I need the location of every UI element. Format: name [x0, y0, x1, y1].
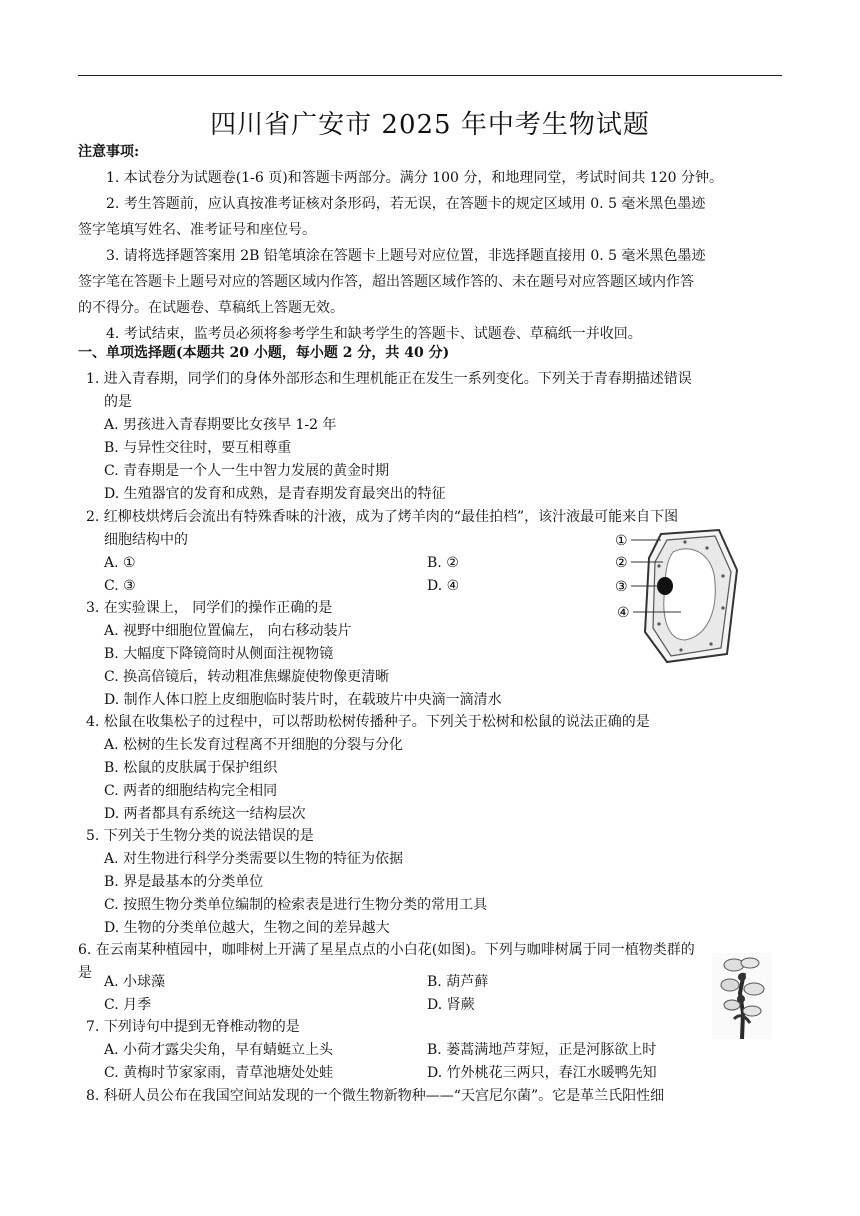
option-b: B. 界是最基本的分类单位: [104, 874, 264, 890]
question-stem: 3. 在实验课上， 同学们的操作正确的是: [86, 600, 333, 616]
question-stem: 1. 进入青春期，同学们的身体外部形态和生理机能正在发生一系列变化。下列关于青春期描述错误: [86, 371, 692, 387]
page-title: 四川省广安市 2025 年中考生物试题: [210, 110, 650, 140]
option-d: D. 两者都具有系统这一结构层次: [104, 806, 306, 822]
option-c: C. 按照生物分类单位编制的检索表是进行生物分类的常用工具: [104, 897, 488, 913]
option-a: A. ①: [104, 555, 136, 571]
question-7-stem: 7. 下列诗句中提到无脊椎动物的是: [86, 1019, 300, 1035]
option-a: A. 小荷才露尖尖角，早有蜻蜓立上头: [104, 1042, 334, 1058]
option-b: B. 蒌蒿满地芦芽短，正是河豚欲上时: [427, 1042, 657, 1058]
notice-line: 签字笔在答题卡上题号对应的答题区域内作答，超出答题区域作答的、未在题号对应答题区域内作答: [78, 274, 694, 290]
option-b: B. 与异性交往时，要互相尊重: [104, 440, 292, 456]
option-c: C. ③: [104, 578, 136, 594]
option-c: C. 换高倍镜后，转动粗准焦螺旋使物像更清晰: [104, 669, 390, 685]
option-c: C. 月季: [104, 997, 152, 1013]
figure-label-3: ③: [615, 579, 628, 595]
option-a: A. 对生物进行科学分类需要以生物的特征为依据: [104, 851, 404, 867]
option-a: A. 小球藻: [104, 974, 166, 990]
option-d: D. 竹外桃花三两只，春江水暖鸭先知: [427, 1065, 657, 1081]
notice-line: 4. 考试结束，监考员必须将参考学生和缺考学生的答题卡、试题卷、草稿纸一并收回。: [106, 326, 642, 342]
option-d: D. 生物的分类单位越大，生物之间的差异越大: [104, 920, 390, 936]
notice-line: 1. 本试卷分为试题卷(1-6 页)和答题卡两部分。满分 100 分，和地理同堂，考试时间共 120 分钟。: [106, 170, 723, 186]
question-8-stem: 8. 科研人员公布在我国空间站发现的一个微生物新物种——“天宫尼尔菌”。它是革兰氏阳性细: [86, 1088, 665, 1104]
notice-heading: 注意事项:: [78, 144, 140, 160]
notice-line: 3. 请将选择题答案用 2B 铅笔填涂在答题卡上题号对应位置，非选择题直接用 0. 5 毫米黑色墨迹: [106, 248, 706, 264]
notice-line: 签字笔填写姓名、准考证号和座位号。: [78, 222, 316, 238]
question-4: [86, 711, 794, 826]
section-heading: 一、单项选择题(本题共 20 小题，每小题 2 分，共 40 分): [78, 345, 450, 361]
nucleus-shape: [657, 577, 673, 595]
question-3: [86, 597, 794, 712]
option-c: C. 两者的细胞结构完全相同: [104, 783, 278, 799]
option-c: C. 黄梅时节家家雨，青草池塘处处蛙: [104, 1065, 334, 1081]
option-d: D. ④: [427, 578, 460, 594]
figure-label-1: ①: [615, 533, 628, 549]
option-c: C. 青春期是一个人一生中智力发展的黄金时期: [104, 463, 390, 479]
option-b: B. 大幅度下降镜筒时从侧面注视物镜: [104, 646, 334, 662]
option-b: B. 松鼠的皮肤属于保护组织: [104, 760, 278, 776]
option-d: D. 肾蕨: [427, 997, 475, 1013]
header-rule: [78, 75, 782, 76]
option-a: A. 视野中细胞位置偏左， 向右移动装片: [104, 623, 352, 639]
figure-label-2: ②: [615, 555, 628, 571]
figure-label-4: ④: [617, 605, 630, 621]
option-d: D. 制作人体口腔上皮细胞临时装片时，在载玻片中央滴一滴清水: [104, 692, 502, 708]
option-a: A. 男孩进入青春期要比女孩早 1-2 年: [104, 417, 337, 433]
question-stem: 的是: [104, 394, 132, 410]
notice-section: [78, 141, 786, 346]
question-stem: 是: [78, 965, 92, 981]
option-b: B. ②: [427, 555, 459, 571]
question-stem: 4. 松鼠在收集松子的过程中，可以帮助松树传播种子。下列关于松树和松鼠的说法正确的是: [86, 714, 650, 730]
question-1: [86, 368, 794, 506]
option-b: B. 葫芦藓: [427, 974, 489, 990]
question-5: [86, 825, 794, 940]
notice-line: 的不得分。在试题卷、草稿纸上答题无效。: [78, 300, 344, 316]
option-d: D. 生殖器官的发育和成熟，是青春期发育最突出的特征: [104, 486, 446, 502]
question-stem: 5. 下列关于生物分类的说法错误的是: [86, 828, 314, 844]
question-stem: 6. 在云南某种植园中，咖啡树上开满了星星点点的小白花(如图)。下列与咖啡树属于同一植物类群的: [78, 942, 695, 958]
option-a: A. 松树的生长发育过程离不开细胞的分裂与分化: [104, 737, 404, 753]
question-stem: 细胞结构中的: [104, 532, 188, 548]
question-stem: 2. 红柳枝烘烤后会流出有特殊香味的汁液，成为了烤羊肉的“最佳拍档”，该汁液最可能来自下图: [86, 509, 679, 525]
notice-line: 2. 考生答题前，应认真按准考证核对条形码，若无误，在答题卡的规定区域用 0. 5 毫米黑色墨迹: [106, 196, 706, 212]
